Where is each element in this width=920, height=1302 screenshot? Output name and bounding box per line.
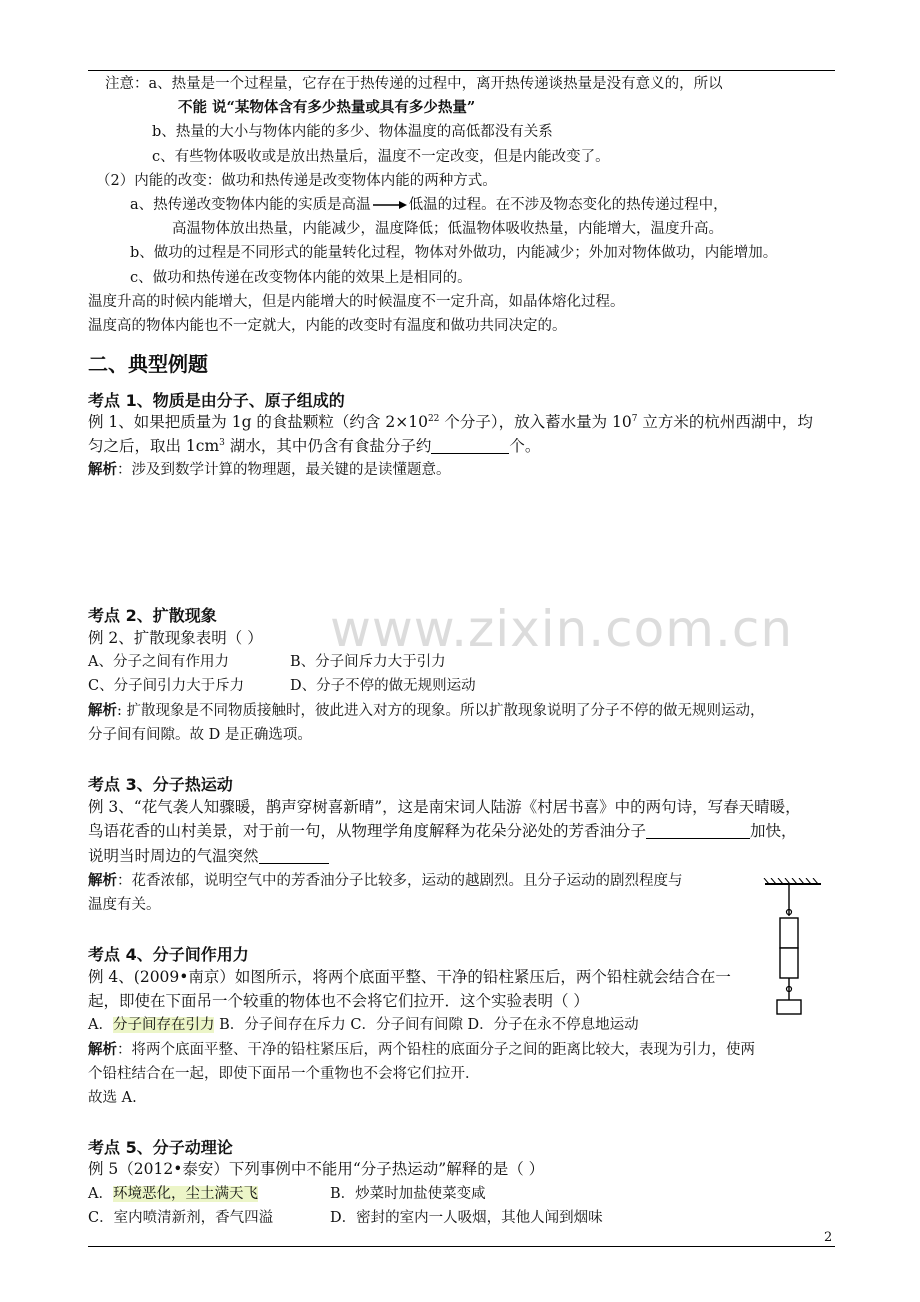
k5-title: 考点 5、分子动理论 xyxy=(88,1138,233,1157)
k2-analysis-line-1 xyxy=(88,701,765,721)
header-rule xyxy=(88,70,835,71)
k4-analysis-line-2: 个铅柱结合在一起，即使下面吊一个重物也不会将它们拉开． xyxy=(88,1066,480,1082)
k1-title: 考点 1、物质是由分子、原子组成的 xyxy=(88,391,345,410)
k5-option-a-label: A． xyxy=(88,1186,113,1202)
k3-question-line-2 xyxy=(88,820,797,842)
k1-q-text-c: 立方米的杭州西湖中，均 xyxy=(637,413,813,431)
k4-analysis-text-1: ：将两个底面平整、干净的铅柱紧压后，两个铅柱的底面分子之间的距离比较大，表现为引力，使两 xyxy=(117,1042,755,1058)
k4-title: 考点 4、分子间作用力 xyxy=(88,945,249,964)
k5-option-a xyxy=(88,1184,258,1204)
k1-q2-text-b: 湖水，其中仍含有食盐分子约 xyxy=(224,437,432,455)
note-line-4: c、有些物体吸收或是放出热量后，温度不一定改变，但是内能改变了。 xyxy=(152,149,610,165)
analysis-label: 解析 xyxy=(88,461,117,478)
k1-q2-text-c: 个。 xyxy=(509,437,541,455)
k1-q-text-a: 例 1、如果把质量为 1g 的食盐颗粒（约含 2×10 xyxy=(88,413,428,431)
k3-question-line-3 xyxy=(88,845,329,867)
footer-rule xyxy=(88,1246,835,1247)
k1-q2-text-a: 匀之后，取出 1cm xyxy=(88,437,220,455)
k4-question-line-1: 例 4、(2009•南京）如图所示，将两个底面平整、干净的铅柱紧压后，两个铅柱就会结合在一 xyxy=(88,968,731,986)
k4-analysis-line-3: 故选 A. xyxy=(88,1090,137,1106)
lead-cylinders-figure xyxy=(763,878,823,1018)
k1-q-sup-1: 22 xyxy=(427,413,440,424)
k1-q-sup-2: 7 xyxy=(631,413,638,424)
page-number: 2 xyxy=(824,1230,833,1245)
k2-title: 考点 2、扩散现象 xyxy=(88,606,217,625)
note-line-6 xyxy=(130,195,728,215)
note-line-7: 高温物体放出热量，内能减少，温度降低；低温物体吸收热量，内能增大，温度升高。 xyxy=(172,221,723,237)
k4-question-line-2: 起，即使在下面吊一个较重的物体也不会将它们拉开．这个实验表明（ ） xyxy=(88,992,589,1010)
k4-options xyxy=(88,1015,639,1035)
answer-blank[interactable] xyxy=(259,847,329,864)
k1-analysis-text: ：涉及到数学计算的物理题，最关键的是读懂题意。 xyxy=(117,462,451,478)
note-line-1: 注意：a、热量是一个过程量，它存在于热传递的过程中，离开热传递谈热量是没有意义的，所以 xyxy=(105,76,723,92)
k3-analysis-line-2: 温度有关。 xyxy=(88,897,161,913)
k1-q-text-b: 个分子），放入蓄水量为 10 xyxy=(439,413,632,431)
k2-option-a: A、分子之间有作用力 xyxy=(88,654,229,670)
note-line-11: 温度高的物体内能也不一定就大，内能的改变时有温度和做功共同决定的。 xyxy=(88,318,567,334)
k5-question: 例 5（2012•泰安）下列事例中不能用“分子热运动”解释的是（ ） xyxy=(88,1160,545,1178)
k3-q2-text-a: 鸟语花香的山村美景，对于前一句，从物理学角度解释为花朵分泌处的芳香油分子 xyxy=(88,822,647,840)
k2-question: 例 2、扩散现象表明（ ） xyxy=(88,629,263,647)
note-line-3: b、热量的大小与物体内能的多少、物体温度的高低都没有关系 xyxy=(152,124,553,140)
note-line-6a: a、热传递改变物体内能的实质是高温 xyxy=(130,197,371,213)
k1-question-line-1 xyxy=(88,411,813,433)
k1-analysis xyxy=(88,460,451,480)
k4-options-bcd: B．分子间存在斥力 C．分子间有间隙 D．分子在永不停息地运动 xyxy=(214,1017,639,1033)
analysis-label: 解析 xyxy=(88,702,117,719)
note-line-2: 不能 说“某物体含有多少热量或具有多少热量” xyxy=(178,99,476,116)
answer-blank[interactable] xyxy=(431,437,509,454)
k4-analysis-line-1 xyxy=(88,1040,755,1060)
note-line-5: （2）内能的改变：做功和热传递是改变物体内能的两种方式。 xyxy=(96,173,497,189)
note-line-6b: 低温的过程。在不涉及物态变化的热传递过程中， xyxy=(408,197,728,213)
k1-q2-sup: 3 xyxy=(219,437,225,448)
k2-option-c: C、分子间引力大于斥力 xyxy=(88,678,245,694)
k4-option-a-label: A． xyxy=(88,1017,113,1033)
k2-analysis-text-1: : 扩散现象是不同物质接触时，彼此进入对方的现象。所以扩散现象说明了分子不停的做无规则运动， xyxy=(117,703,765,719)
note-line-8: b、做功的过程是不同形式的能量转化过程，物体对外做功，内能减少；外加对物体做功，内能增加。 xyxy=(130,245,778,261)
arrow-right-icon xyxy=(373,200,407,210)
answer-blank[interactable] xyxy=(646,822,750,839)
k3-q2-text-b: 加快， xyxy=(750,822,797,840)
section-title: 二、典型例题 xyxy=(88,352,208,376)
k5-option-c: C．室内喷清新剂，香气四溢 xyxy=(88,1210,274,1226)
k4-option-a-highlighted: 分子间存在引力 xyxy=(112,1017,215,1033)
k5-option-a-highlighted: 环境恶化，尘土满天飞 xyxy=(112,1186,258,1202)
note-line-9: c、做功和热传递在改变物体内能的效果上是相同的。 xyxy=(130,270,472,286)
analysis-label: 解析 xyxy=(88,872,117,889)
k3-q3-text: 说明当时周边的气温突然 xyxy=(88,847,259,865)
note-line-10: 温度升高的时候内能增大，但是内能增大的时候温度不一定升高，如晶体熔化过程。 xyxy=(88,294,625,310)
analysis-label: 解析 xyxy=(88,1041,117,1058)
k2-option-b: B、分子间斥力大于引力 xyxy=(290,654,446,670)
k2-analysis-line-2: 分子间有间隙。故 D 是正确选项。 xyxy=(88,727,312,743)
k5-option-d: D．密封的室内一人吸烟，其他人闻到烟味 xyxy=(330,1210,603,1226)
k3-title: 考点 3、分子热运动 xyxy=(88,775,233,794)
k3-analysis-text-1: ：花香浓郁，说明空气中的芳香油分子比较多，运动的越剧烈。且分子运动的剧烈程度与 xyxy=(117,873,683,889)
k3-question-line-1: 例 3、“花气袭人知骤暖，鹊声穿树喜新晴”，这是南宋词人陆游《村居书喜》中的两句诗，写春天晴暖， xyxy=(88,798,801,816)
k5-option-b: B．炒菜时加盐使菜变咸 xyxy=(330,1186,486,1202)
k3-analysis-line-1 xyxy=(88,871,683,891)
k2-option-d: D、分子不停的做无规则运动 xyxy=(290,678,476,694)
watermark: www.zixin.com.cn xyxy=(330,600,794,658)
k1-question-line-2 xyxy=(88,435,540,457)
